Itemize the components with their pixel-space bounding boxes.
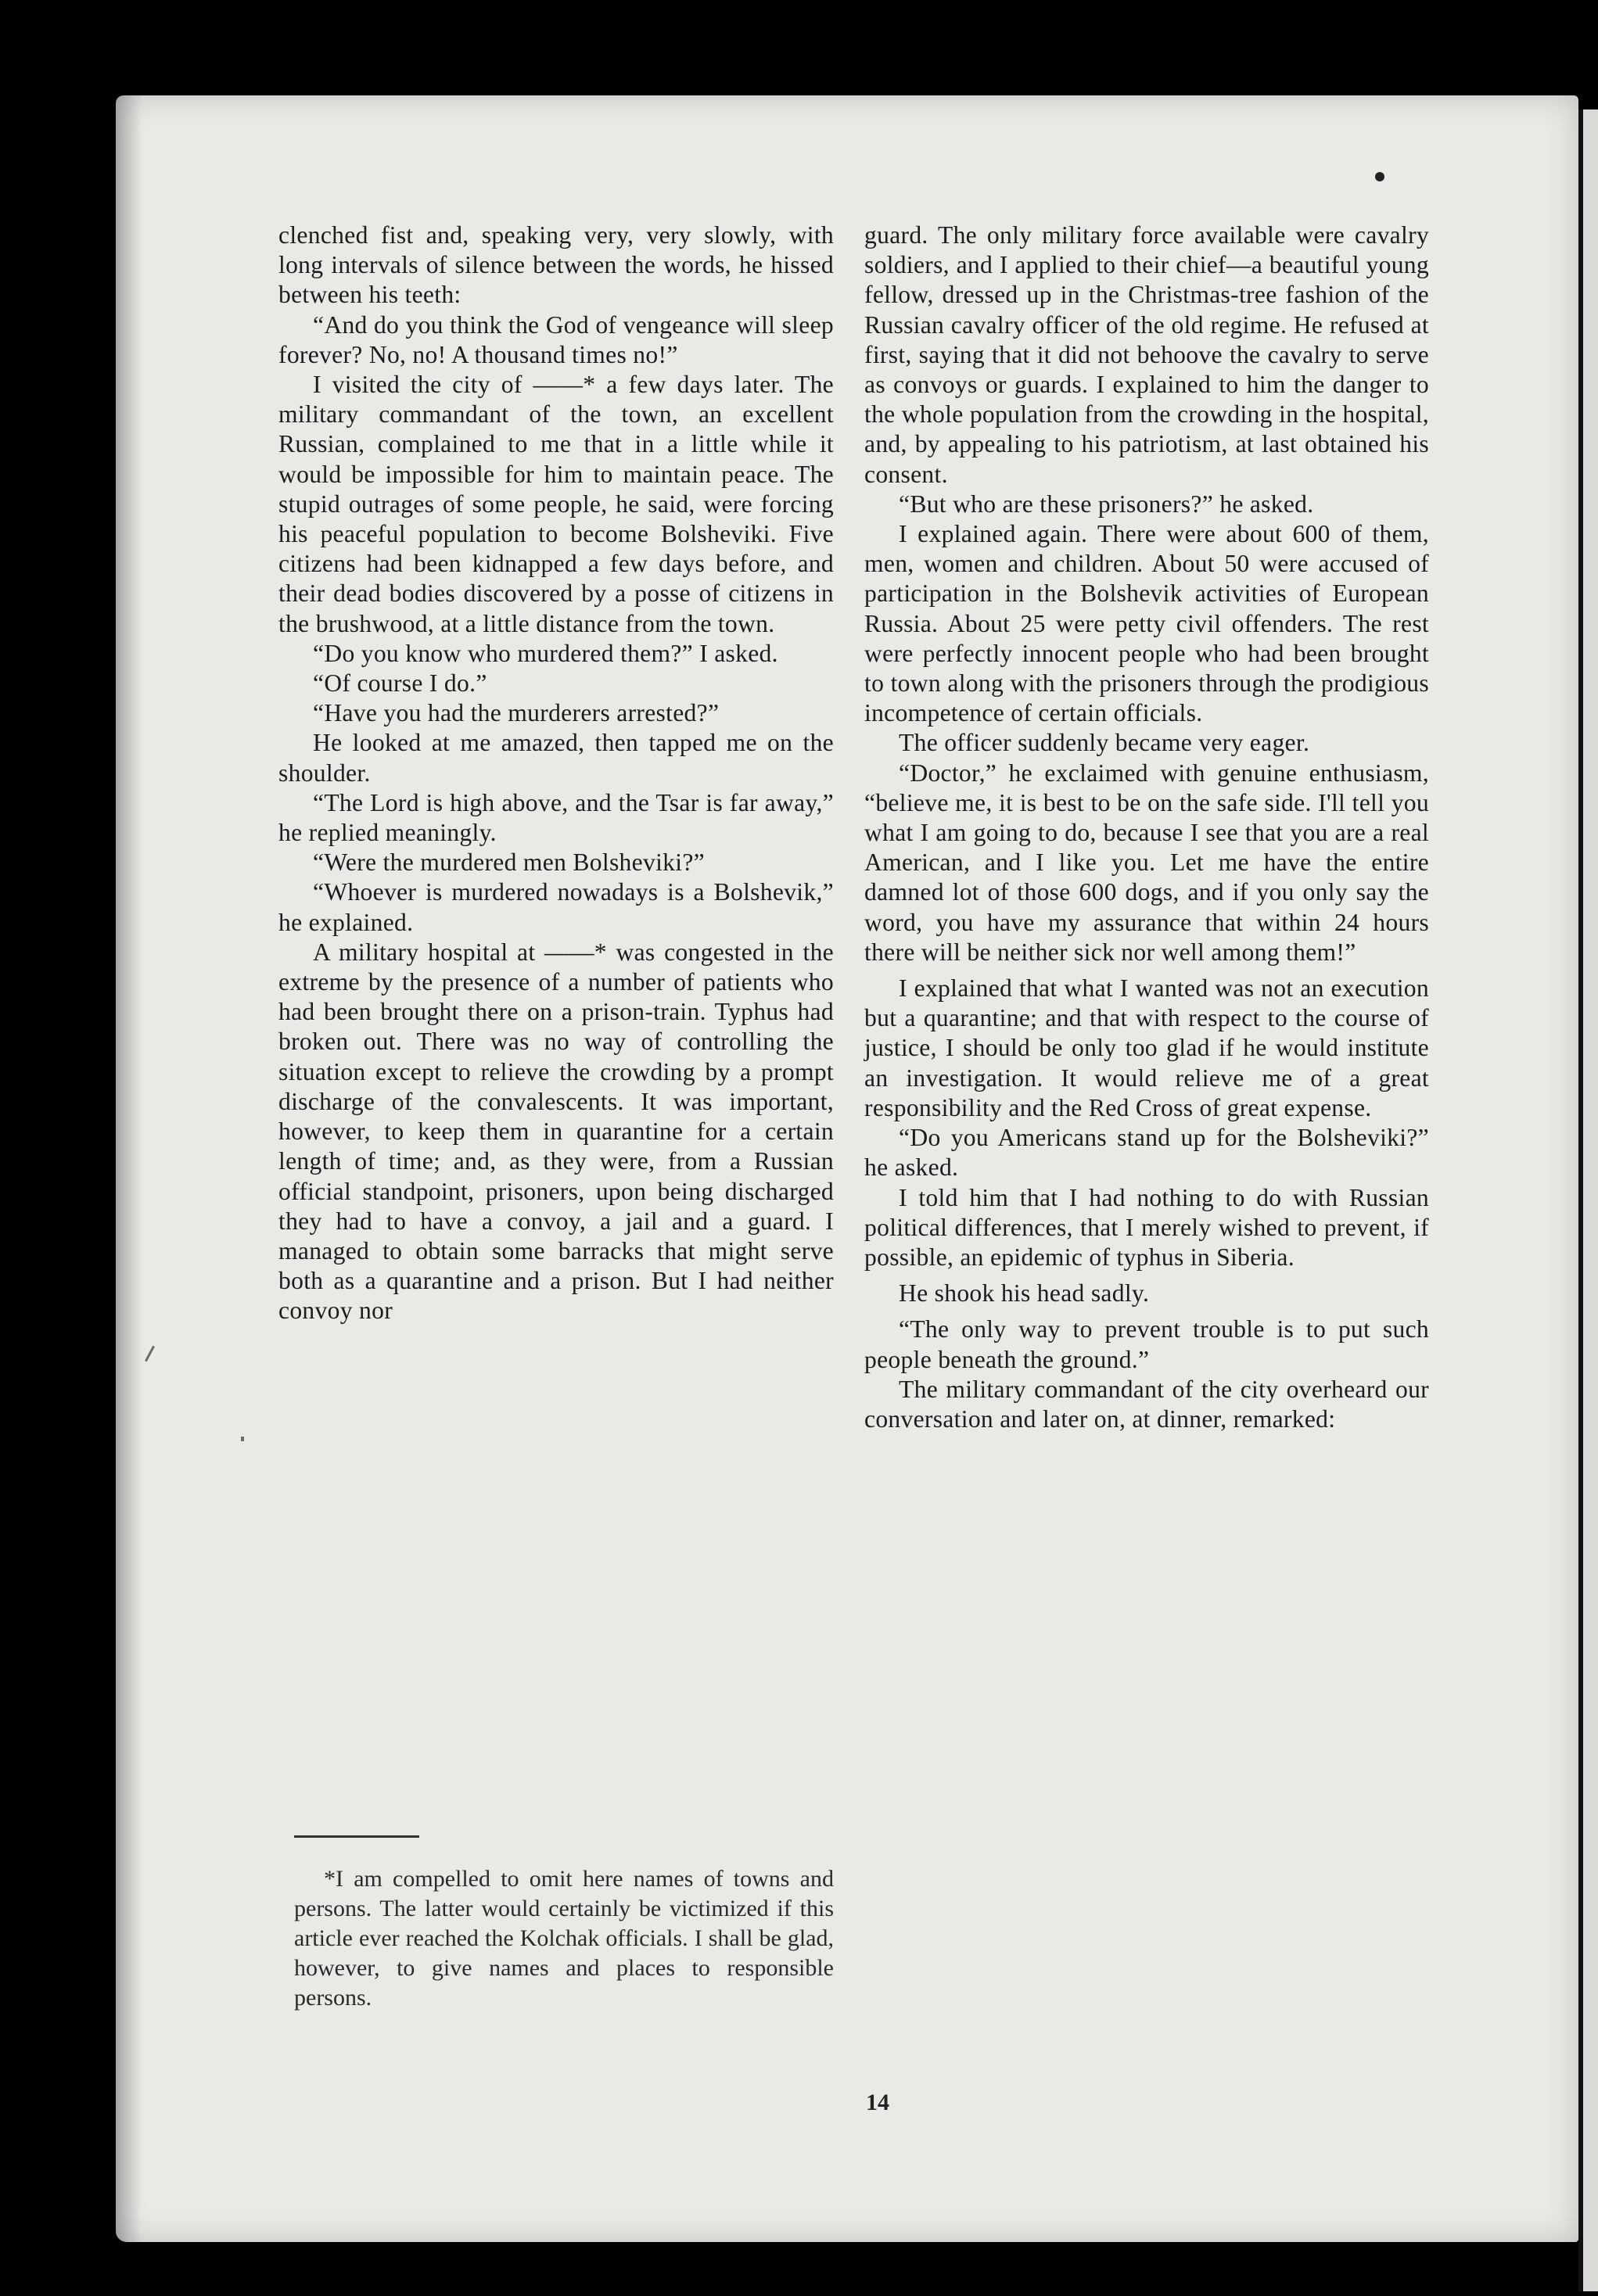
footnote-rule <box>294 1835 419 1838</box>
paragraph: “Whoever is murdered nowadays is a Bolshevik,” he explained. <box>278 878 834 936</box>
paragraph: “But who are these prisoners?” he asked. <box>899 490 1314 518</box>
paragraph: guard. The only military force available were cavalry soldiers, and I applied to their chief—a beautiful young fellow, dressed up in the Christmas-tree fashion of the Russian cavalry officer of the old regime. He refused at first, saying that it did not behoove the cavalry to serve as convoys or guards. I explained to him the danger to the whole population from the crowding in the hospital, and, by appealing to his patriotism, at last obtained his consent. <box>864 221 1429 488</box>
left-column <box>278 221 834 1326</box>
footnote-text: *I am compelled to omit here names of towns and persons. The latter would certainly be victimized if this article ever reached the Kolchak officials. I shall be glad, however, to give names and places to responsible persons. <box>294 1866 834 2011</box>
paragraph: “Do you know who murdered them?” I asked. <box>313 639 778 667</box>
paragraph: “And do you think the God of vengeance will sleep forever? No, no! A thousand times no!” <box>278 310 834 368</box>
ink-speck <box>1375 172 1384 181</box>
paragraph: The military commandant of the city overheard our conversation and later on, at dinner, remarked: <box>864 1375 1429 1433</box>
paragraph: clenched fist and, speaking very, very slowly, with long intervals of silence between the words, he hissed between his teeth: <box>278 221 834 309</box>
paragraph: “The Lord is high above, and the Tsar is far away,” he replied meaningly. <box>278 788 834 847</box>
paragraph: “The only way to prevent trouble is to put such people beneath the ground.” <box>864 1315 1429 1373</box>
paragraph: The officer suddenly became very eager. <box>899 729 1310 757</box>
adjacent-page-edge <box>1578 109 1598 2291</box>
paragraph: “Were the murdered men Bolsheviki?” <box>313 848 705 877</box>
paragraph: I told him that I had nothing to do with Russian political differences, that I merely wished to prevent, if possible, an epidemic of typhus in Siberia. <box>864 1183 1429 1271</box>
paragraph: I visited the city of ——* a few days later. The military commandant of the town, an excellent Russian, complained to me that in a little while it would be impossible for him to maintain peace. The stupid outrages of some people, he said, were forcing his peaceful population to become Bolsheviki. Five citizens had been kidnapped a few days before, and their dead bodies discovered by a posse of citizens in the brushwood, at a little distance from the town. <box>278 371 834 637</box>
paragraph: “Have you had the murderers arrested?” <box>313 699 720 727</box>
margin-mark <box>241 1437 244 1441</box>
paragraph: “Do you Americans stand up for the Bolsheviki?” he asked. <box>864 1124 1429 1182</box>
paragraph: He looked at me amazed, then tapped me on the shoulder. <box>278 729 834 787</box>
paragraph: “Doctor,” he exclaimed with genuine enthusiasm, “believe me, it is best to be on the safe side. I'll tell you what I am going to do, because I see that you are a real American, and I like you. Let me have the entire damned lot of those 600 dogs, and if you only say the word, you have my assurance that within 24 hours there will be neither sick nor well among them!” <box>864 759 1429 966</box>
footnote <box>294 1864 834 2013</box>
right-column <box>864 221 1429 1434</box>
paragraph: He shook his head sadly. <box>899 1279 1150 1308</box>
margin-mark <box>145 1346 155 1362</box>
paragraph: I explained again. There were about 600 of them, men, women and children. About 50 were accused of participation in the Bolshevik activities of European Russia. About 25 were petty civil offenders. The rest were perfectly innocent people who had been brought to town along with the prisoners through the prodigious incompetence of certain officials. <box>864 520 1429 727</box>
paragraph: “Of course I do.” <box>313 669 487 698</box>
paragraph: A military hospital at ——* was congested in the extreme by the presence of a number of patients who had been brought there on a prison-train. Typhus had broken out. There was no way of controlling the situation except to relieve the crowding by a prompt discharge of the convalescents. It was important, however, to keep them in quarantine for a certain length of time; and, as they were, from a Russian official standpoint, prisoners, upon being discharged they had to have a convoy, a jail and a guard. I managed to obtain some barracks that might serve both as a quarantine and a prison. But I had neither convoy nor <box>278 938 834 1325</box>
paragraph: I explained that what I wanted was not an execution but a quarantine; and that with respect to the course of justice, I should be only too glad if he would institute an investigation. It would relieve me of a great responsibility and the Red Cross of great expense. <box>864 974 1429 1121</box>
page-number: 14 <box>866 2090 889 2115</box>
book-page <box>116 95 1578 2242</box>
